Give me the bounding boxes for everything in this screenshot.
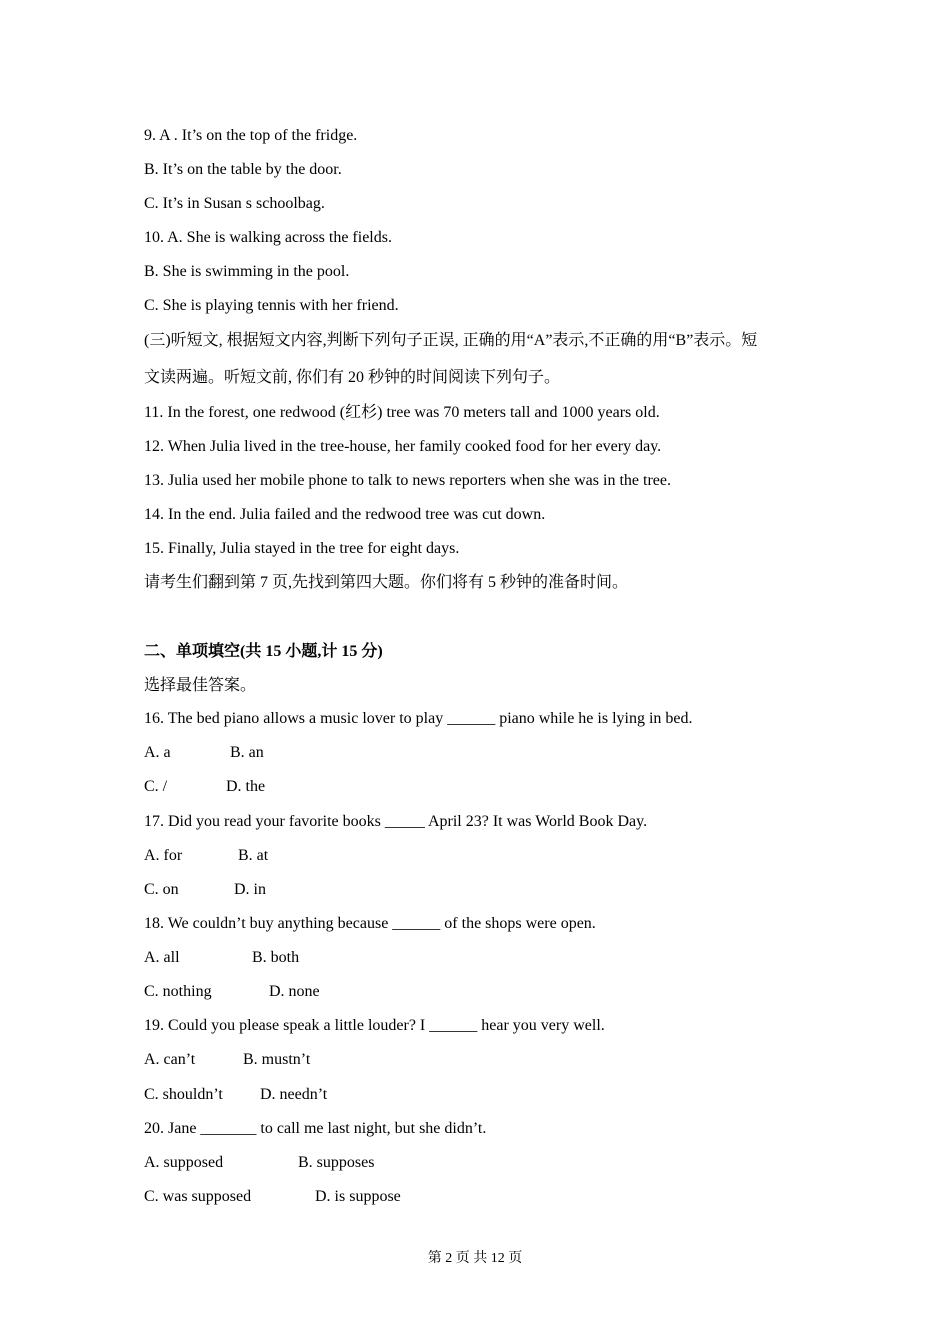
option-a: A. can’t [144, 1051, 196, 1068]
option-d: D. needn’t [260, 1086, 328, 1103]
question-18-options-cd [144, 982, 320, 1002]
option-d: D. none [269, 983, 320, 1000]
option-b: B. at [238, 847, 269, 864]
q9-option-b: B. It’s on the table by the door. [144, 161, 342, 178]
question-19-stem: 19. Could you please speak a little louder? I ______ hear you very well. [144, 1017, 605, 1034]
option-c: C. / [144, 778, 168, 795]
turn-page-note: 请考生们翻到第 7 页,先找到第四大题。你们将有 5 秒钟的准备时间。 [144, 574, 629, 591]
option-c: C. was supposed [144, 1188, 252, 1205]
question-17-options-ab [144, 846, 268, 866]
part2-heading: 二、单项填空(共 15 小题,计 15 分) [144, 643, 383, 660]
option-c: C. on [144, 881, 179, 898]
question-18-options-ab [144, 948, 299, 968]
question-15: 15. Finally, Julia stayed in the tree for eight days. [144, 540, 460, 557]
q10-option-a: 10. A. She is walking across the fields. [144, 229, 392, 246]
question-20-options-ab [144, 1153, 374, 1173]
option-a: A. for [144, 847, 183, 864]
option-b: B. an [230, 744, 264, 761]
question-20-options-cd [144, 1187, 401, 1207]
section3-instruction-2: 文读两遍。听短文前, 你们有 20 秒钟的时间阅读下列句子。 [144, 369, 561, 386]
question-17-stem: 17. Did you read your favorite books _____ April 23? It was World Book Day. [144, 813, 648, 830]
part2-instruction: 选择最佳答案。 [144, 677, 257, 694]
option-d: D. in [234, 881, 266, 898]
q9-option-c: C. It’s in Susan s schoolbag. [144, 195, 325, 212]
option-b: B. supposes [298, 1154, 375, 1171]
question-18-stem: 18. We couldn’t buy anything because ______ of the shops were open. [144, 915, 596, 932]
option-d: D. the [226, 778, 266, 795]
question-16-options-cd [144, 777, 265, 797]
section3-instruction-1: (三)听短文, 根据短文内容,判断下列句子正误, 正确的用“A”表示,不正确的用“B”表示。短 [144, 332, 758, 349]
q10-option-c: C. She is playing tennis with her friend. [144, 297, 399, 314]
question-16-stem: 16. The bed piano allows a music lover to play ______ piano while he is lying in bed. [144, 710, 693, 727]
option-b: B. both [252, 949, 300, 966]
question-14: 14. In the end. Julia failed and the redwood tree was cut down. [144, 506, 546, 523]
option-d: D. is suppose [315, 1188, 401, 1205]
question-19-options-ab [144, 1050, 310, 1070]
question-17-options-cd [144, 880, 266, 900]
option-c: C. shouldn’t [144, 1086, 223, 1103]
question-13: 13. Julia used her mobile phone to talk to news reporters when she was in the tree. [144, 472, 671, 489]
question-12: 12. When Julia lived in the tree-house, her family cooked food for her every day. [144, 438, 662, 455]
option-c: C. nothing [144, 983, 212, 1000]
option-a: A. all [144, 949, 180, 966]
question-11: 11. In the forest, one redwood (红杉) tree was 70 meters tall and 1000 years old. [144, 404, 660, 421]
q9-option-a: 9. A . It’s on the top of the fridge. [144, 127, 358, 144]
question-16-options-ab [144, 743, 264, 763]
option-a: A. supposed [144, 1154, 224, 1171]
page-footer: 第 2 页 共 12 页 [427, 1251, 523, 1266]
question-19-options-cd [144, 1085, 327, 1105]
option-a: A. a [144, 744, 171, 761]
option-b: B. mustn’t [243, 1051, 311, 1068]
q10-option-b: B. She is swimming in the pool. [144, 263, 350, 280]
question-20-stem: 20. Jane _______ to call me last night, but she didn’t. [144, 1120, 487, 1137]
